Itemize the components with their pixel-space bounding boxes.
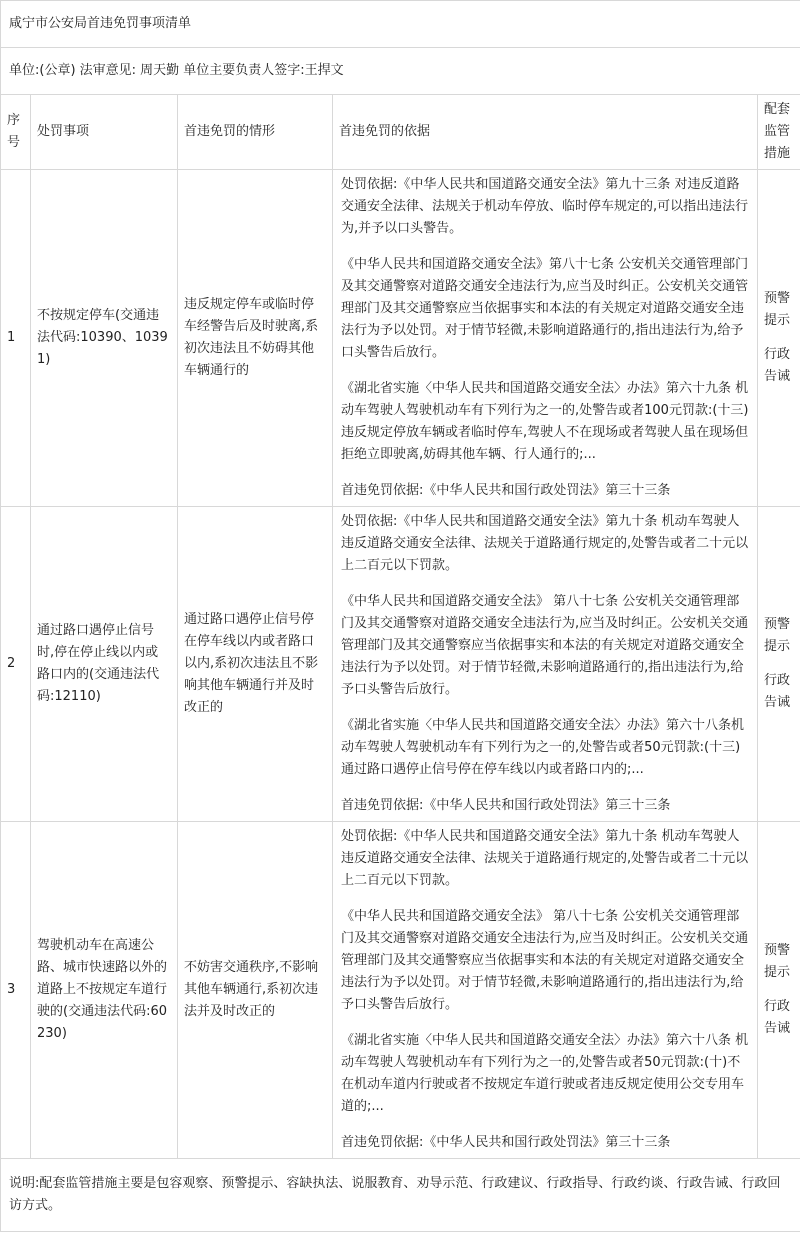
basis-paragraph: 《中华人民共和国道路交通安全法》第八十七条 公安机关交通管理部门及其交通警察对道路交通安全违法行为,应当及时纠正。公安机关交通管理部门及其交通警察应当依据事实和本法的有关规定对道路交通安全违法行为予以处罚。对于情节轻微,未影响道路通行的,指出违法行为,给予口头警告后放行。 (341, 257, 749, 360)
basis-paragraph: 《中华人民共和国道路交通安全法》 第八十七条 公安机关交通管理部门及其交通警察对道路交通安全违法行为,应当及时纠正。公安机关交通管理部门及其交通警察应当依据事实和本法的有关规定对道路交通安全违法行为予以处罚。对于情节轻微,未影响道路通行的,指出违法行为,给予口头警告后放行。 (341, 594, 749, 697)
header-seq: 序号 (1, 95, 31, 170)
row-basis (333, 170, 758, 507)
table-row (1, 822, 800, 1159)
basis-paragraph: 处罚依据:《中华人民共和国道路交通安全法》第九十条 机动车驾驶人违反道路交通安全法律、法规关于道路通行规定的,处警告或者二十元以上二百元以下罚款。 (341, 514, 749, 573)
row-item: 驾驶机动车在高速公路、城市快速路以外的道路上不按规定车道行驶的(交通违法代码:60230) (31, 822, 178, 1159)
measure-item: 行政告诫 (764, 999, 791, 1036)
basis-paragraph: 《中华人民共和国道路交通安全法》 第八十七条 公安机关交通管理部门及其交通警察对道路交通安全违法行为,应当及时纠正。公安机关交通管理部门及其交通警察应当依据事实和本法的有关规定对道路交通安全违法行为予以处罚。对于情节轻微,未影响道路通行的,指出违法行为,给予口头警告后放行。 (341, 909, 749, 1012)
measure-item: 预警提示 (764, 291, 791, 328)
measure-item: 行政告诫 (764, 347, 791, 384)
row-measures (758, 170, 800, 507)
row-situation: 违反规定停车或临时停车经警告后及时驶离,系初次违法且不妨碍其他车辆通行的 (178, 170, 333, 507)
measure-item: 预警提示 (764, 617, 791, 654)
header-situation: 首违免罚的情形 (178, 95, 333, 170)
measure-item: 行政告诫 (764, 673, 791, 710)
basis-paragraph: 首违免罚依据:《中华人民共和国行政处罚法》第三十三条 (341, 1135, 671, 1150)
row-seq: 3 (1, 822, 31, 1159)
measure-item: 预警提示 (764, 943, 791, 980)
row-basis (333, 507, 758, 822)
footnote: 说明:配套监管措施主要是包容观察、预警提示、容缺执法、说服教育、劝导示范、行政建议、行政指导、行政约谈、行政告诫、行政回访方式。 (1, 1159, 800, 1232)
basis-paragraph: 首违免罚依据:《中华人民共和国行政处罚法》第三十三条 (341, 483, 671, 498)
row-situation: 不妨害交通秩序,不影响其他车辆通行,系初次违法并及时改正的 (178, 822, 333, 1159)
unit-line: 单位:(公章) 法审意见: 周天勤 单位主要负责人签字:王捍文 (1, 48, 800, 95)
row-measures (758, 822, 800, 1159)
row-basis (333, 822, 758, 1159)
document-title: 咸宁市公安局首违免罚事项清单 (1, 1, 800, 48)
unit-row (1, 48, 800, 95)
table-row (1, 170, 800, 507)
row-situation: 通过路口遇停止信号停在停车线以内或者路口以内,系初次违法且不影响其他车辆通行并及时改正的 (178, 507, 333, 822)
basis-paragraph: 处罚依据:《中华人民共和国道路交通安全法》第九十条 机动车驾驶人违反道路交通安全法律、法规关于道路通行规定的,处警告或者二十元以上二百元以下罚款。 (341, 829, 749, 888)
header-basis: 首违免罚的依据 (333, 95, 758, 170)
basis-paragraph: 处罚依据:《中华人民共和国道路交通安全法》第九十三条 对违反道路交通安全法律、法规关于机动车停放、临时停车规定的,可以指出违法行为,并予以口头警告。 (341, 177, 749, 236)
row-seq: 1 (1, 170, 31, 507)
header-item: 处罚事项 (31, 95, 178, 170)
basis-paragraph: 首违免罚依据:《中华人民共和国行政处罚法》第三十三条 (341, 798, 671, 813)
table-row (1, 507, 800, 822)
row-item: 不按规定停车(交通违法代码:10390、10391) (31, 170, 178, 507)
row-item: 通过路口遇停止信号时,停在停止线以内或路口内的(交通违法代码:12110) (31, 507, 178, 822)
title-row (1, 1, 800, 48)
header-measures: 配套监管措施 (758, 95, 800, 170)
note-row (1, 1159, 800, 1232)
header-row (1, 95, 800, 170)
row-measures (758, 507, 800, 822)
basis-paragraph: 《湖北省实施〈中华人民共和国道路交通安全法〉办法》第六十九条 机动车驾驶人驾驶机动车有下列行为之一的,处警告或者100元罚款:(十三)违反规定停放车辆或者临时停车,驾驶人不在现场或者驾驶人虽在现场但拒绝立即驶离,妨碍其他车辆、行人通行的;... (341, 381, 749, 462)
basis-paragraph: 《湖北省实施〈中华人民共和国道路交通安全法〉办法》第六十八条 机动车驾驶人驾驶机动车有下列行为之一的,处警告或者50元罚款:(十)不在机动车道内行驶或者不按规定车道行驶或者违反规定使用公交专用车道的;... (341, 1033, 749, 1114)
basis-paragraph: 《湖北省实施〈中华人民共和国道路交通安全法〉办法》第六十八条机动车驾驶人驾驶机动车有下列行为之一的,处警告或者50元罚款:(十三)通过路口遇停止信号停在停车线以内或者路口内的;... (341, 718, 745, 777)
row-seq: 2 (1, 507, 31, 822)
